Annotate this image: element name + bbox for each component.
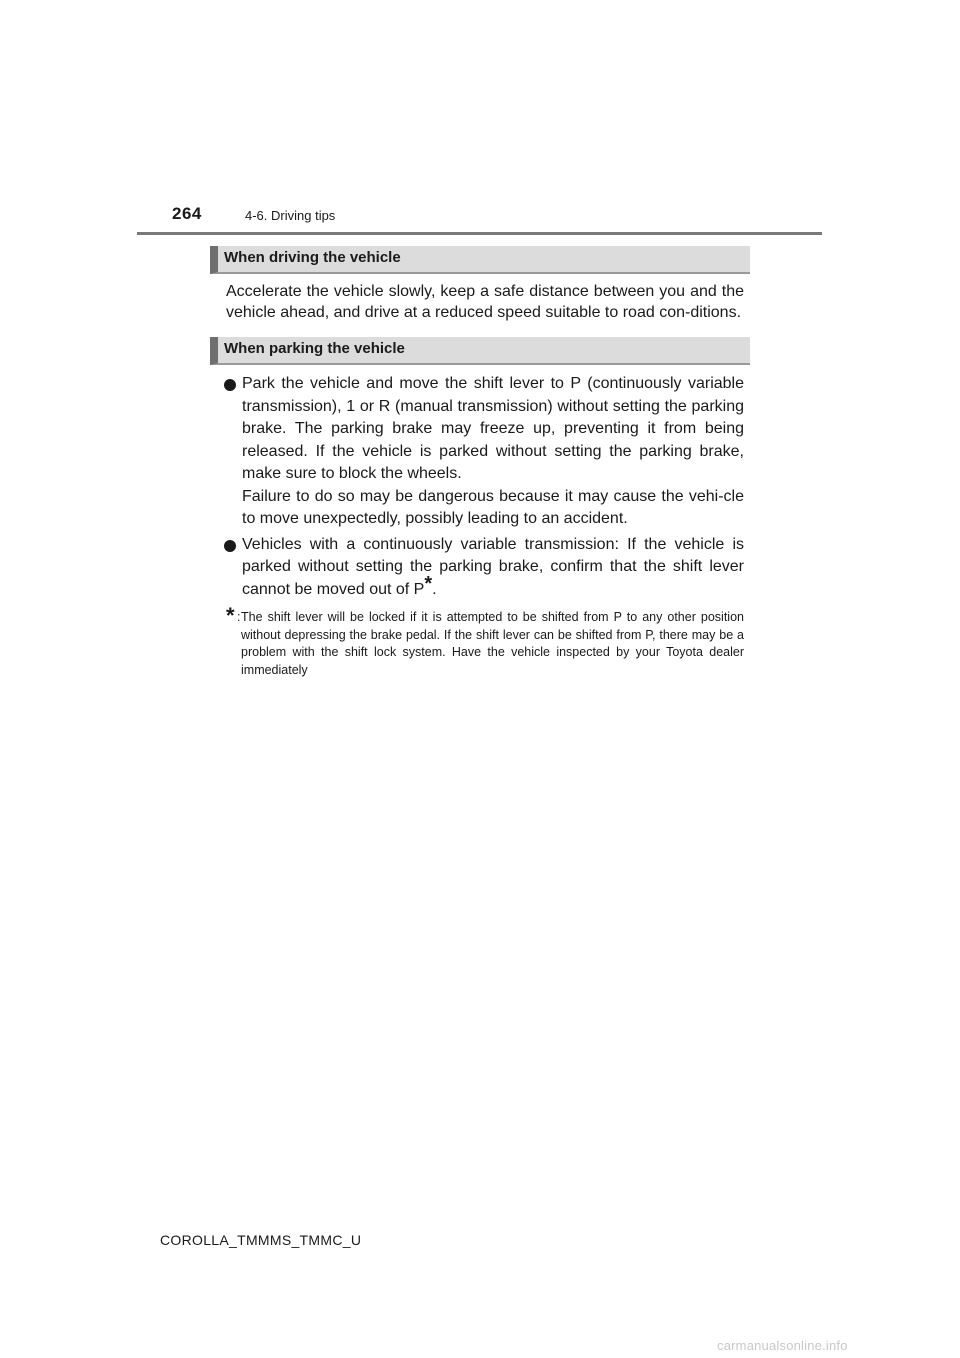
heading-parking bbox=[210, 337, 750, 365]
footnote-colon: : bbox=[237, 610, 241, 624]
bullet-text: Park the vehicle and move the shift lever to P (continuously variable transmission), 1 or R (manual transmission) without setting the parking brake. The parking brake may freeze up, preventing it from being released. If the vehicle is parked without setting the parking brake, make sure to block the wheels. bbox=[242, 375, 744, 482]
header-divider bbox=[137, 232, 822, 235]
bullet-dot-icon bbox=[224, 540, 236, 552]
watermark: carmanualsonline.info bbox=[717, 1338, 848, 1353]
list-item bbox=[210, 373, 750, 531]
bullet-text: Vehicles with a continuously variable transmission: If the vehicle is parked without setting the parking brake, confirm that the shift lever cannot be moved out of P bbox=[242, 535, 744, 598]
heading-parking-label: When parking the vehicle bbox=[224, 340, 405, 357]
parking-bullet-list bbox=[210, 373, 750, 601]
driving-paragraph: Accelerate the vehicle slowly, keep a safe distance between you and the vehicle ahead, and drive at a reduced speed suitable to road con-ditions. bbox=[226, 283, 744, 321]
document-id: COROLLA_TMMMS_TMMC_U bbox=[160, 1232, 362, 1248]
page-content bbox=[210, 246, 750, 679]
footnote-text: The shift lever will be locked if it is attempted to be shifted from P to any other position without depressing the brake pedal. If the shift lever can be shifted from P, there may be a problem with the shift lock system. Have the vehicle inspected by your Toyota dealer immediately bbox=[241, 610, 744, 677]
footnote-asterisk: * bbox=[226, 603, 235, 628]
heading-driving-label: When driving the vehicle bbox=[224, 249, 401, 266]
footnote bbox=[210, 603, 750, 679]
list-item bbox=[210, 534, 750, 602]
bullet-text-end: . bbox=[432, 580, 437, 598]
footnote-reference: * bbox=[424, 572, 433, 595]
page-header bbox=[0, 0, 960, 240]
bullet-dot-icon bbox=[224, 379, 236, 391]
bullet-text-wrap bbox=[242, 534, 744, 602]
heading-driving bbox=[210, 246, 750, 274]
section-title: 4-6. Driving tips bbox=[245, 208, 336, 223]
page-number: 264 bbox=[172, 204, 202, 223]
bullet-text-continued: Failure to do so may be dangerous because it may cause the vehi-cle to move unexpectedly, possibly leading to an accident. bbox=[242, 487, 744, 527]
